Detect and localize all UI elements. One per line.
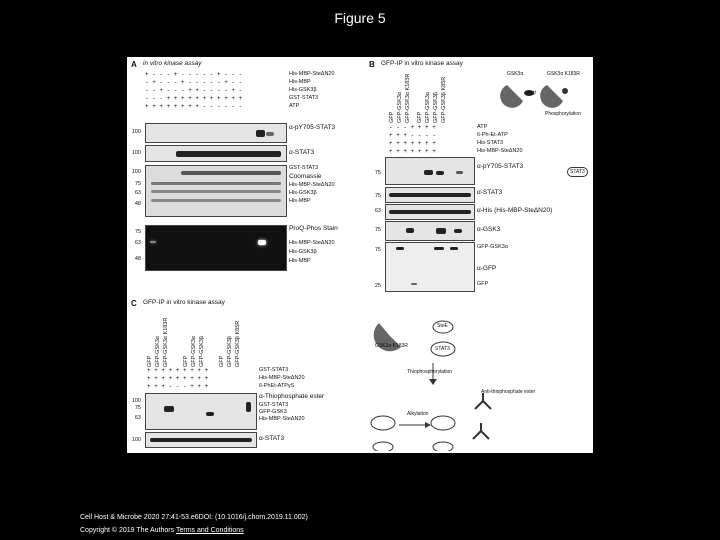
panel-b-row-signs: + + + + + + + bbox=[389, 148, 436, 155]
stee-shape bbox=[373, 442, 393, 451]
blot-label: α-Thiophosphate ester bbox=[259, 393, 325, 400]
panel-a-row-label: GST-STAT3 bbox=[289, 95, 319, 101]
figure-image bbox=[127, 57, 593, 453]
blot-band bbox=[150, 241, 156, 243]
blot-sublabel: His-MBP-SteΔN20 bbox=[259, 416, 305, 422]
lane-label: GFP-GSK3β K85R bbox=[235, 320, 241, 367]
blot-band bbox=[164, 406, 174, 412]
schema-ab: Anti-thiophosphate ester bbox=[481, 389, 536, 395]
panel-c-row-label: GST-STAT3 bbox=[259, 367, 289, 373]
lane-label: GFP-GSK3β bbox=[433, 92, 439, 123]
mw-marker: 63 bbox=[134, 415, 141, 421]
mw-marker: 75 bbox=[134, 229, 141, 235]
copyright-text: Copyright © 2019 The Authors bbox=[80, 527, 175, 534]
mw-marker: 75 bbox=[134, 181, 141, 187]
panel-b-row-label: His-MBP-SteΔN20 bbox=[477, 148, 523, 154]
schema-thio: Thiophosphorylation bbox=[407, 369, 453, 375]
copyright-line bbox=[80, 527, 244, 534]
blot-label: α-pY705-STAT3 bbox=[289, 124, 336, 131]
mw-marker: 100 bbox=[131, 129, 141, 135]
blot-sublabel: His-MBP bbox=[289, 198, 311, 204]
panel-c-row-signs: + + + + + + + + + bbox=[147, 367, 209, 374]
panel-b-row-signs: + + + - - - - bbox=[389, 132, 436, 139]
blot-py705 bbox=[145, 123, 287, 143]
blot-sublabel: His-MBP-SteΔN20 bbox=[289, 240, 335, 246]
panel-a-label: A bbox=[131, 60, 137, 69]
blot-band bbox=[456, 171, 463, 174]
blot-coomassie bbox=[145, 165, 287, 217]
panel-a-row-signs: + - - - + - - - - - + - - - bbox=[145, 71, 243, 78]
terms-link[interactable]: Terms and Conditions bbox=[175, 527, 244, 534]
panel-a-title: in vitro kinase assay bbox=[143, 60, 202, 67]
mw-marker: 48 bbox=[134, 201, 141, 207]
panel-c-title: GFP-IP in vitro kinase assay bbox=[143, 299, 225, 306]
schema-kinase1: GSK3α bbox=[507, 71, 524, 77]
blot-sublabel: GFP-GSK3 bbox=[259, 409, 287, 415]
panel-a-row-label: His-MBP-SteΔN20 bbox=[289, 71, 335, 77]
blot-band bbox=[206, 412, 214, 416]
stat3-shape bbox=[371, 416, 395, 430]
blot-band bbox=[151, 190, 281, 193]
blot-b-his bbox=[385, 204, 475, 220]
mw-marker: 48 bbox=[134, 256, 141, 262]
blot-band bbox=[406, 228, 414, 233]
blot-band bbox=[151, 182, 281, 185]
lane-label: GFP bbox=[183, 355, 189, 367]
blot-label: Coomassie bbox=[289, 173, 322, 180]
lane-label: GFP-GSK3α bbox=[397, 92, 403, 123]
thiophosphorylation-schematic bbox=[363, 313, 589, 451]
blot-band bbox=[246, 402, 251, 412]
blot-band bbox=[266, 132, 274, 136]
blot-band bbox=[256, 130, 265, 137]
blot-band bbox=[454, 229, 462, 233]
panel-a bbox=[127, 57, 367, 297]
panel-a-row-signs: + + + + + + + + - - - - - - bbox=[145, 103, 243, 110]
blot-extra-label: α-GFP bbox=[477, 265, 497, 272]
mw-marker: 75 bbox=[374, 247, 381, 253]
panel-c bbox=[127, 297, 593, 453]
blot-b-stat3 bbox=[385, 187, 475, 203]
lane-label: GFP-GSK3β bbox=[227, 336, 233, 367]
schema-kinase: GSK3α K183R bbox=[375, 343, 408, 349]
schema-stat: STAT3 bbox=[435, 346, 450, 352]
blot-band bbox=[181, 171, 281, 175]
blot-sublabel: GST-STAT3 bbox=[259, 402, 289, 408]
schema-kinase2: GSK3α K183R bbox=[547, 71, 580, 77]
blot-label: α-pY705-STAT3 bbox=[477, 163, 524, 170]
mw-marker: 75 bbox=[374, 193, 381, 199]
mw-marker: 63 bbox=[374, 208, 381, 214]
blot-band bbox=[389, 210, 471, 214]
mw-marker: 100 bbox=[131, 437, 141, 443]
blot-band bbox=[389, 193, 471, 197]
lane-label: GFP-GSK3α bbox=[155, 336, 161, 367]
lane-label: GFP-GSK3β K85R bbox=[441, 76, 447, 123]
stee-shape bbox=[433, 442, 453, 451]
blot-band bbox=[176, 151, 281, 157]
mw-marker: 75 bbox=[374, 170, 381, 176]
panel-a-row-label: His-GSK3β bbox=[289, 87, 317, 93]
panel-c-row-signs: + + + + + + + + + bbox=[147, 375, 209, 382]
arrow-head bbox=[429, 379, 437, 385]
mw-marker: 63 bbox=[134, 240, 141, 246]
panel-b-row-label: ATP bbox=[477, 124, 488, 130]
mw-marker: 63 bbox=[134, 190, 141, 196]
mw-marker: 75 bbox=[374, 227, 381, 233]
blot-label: α-STAT3 bbox=[477, 189, 503, 196]
phosphate-shape bbox=[562, 88, 568, 94]
lane-label: GFP-GSK3α K183R bbox=[163, 317, 169, 367]
blot-b-gfp bbox=[385, 242, 475, 292]
blot-sublabel: His-GSK3β bbox=[289, 249, 317, 255]
mw-marker: 100 bbox=[131, 150, 141, 156]
blot-proq bbox=[145, 225, 287, 271]
stat3-shape bbox=[431, 416, 455, 430]
blot-c-stat3 bbox=[145, 432, 257, 448]
blot-label: ProQ-Phos Stain bbox=[289, 225, 338, 232]
panel-b-label: B bbox=[369, 60, 375, 69]
blot-band bbox=[436, 171, 444, 175]
lane-label: GFP-GSK3β bbox=[199, 336, 205, 367]
blot-stat3 bbox=[145, 145, 287, 162]
lane-label: GFP bbox=[389, 111, 395, 123]
kinase-shape-1 bbox=[500, 85, 523, 108]
mw-marker: 25 bbox=[374, 283, 381, 289]
blot-label: α-STAT3 bbox=[259, 435, 285, 442]
schema-stat: STAT3 bbox=[567, 167, 588, 177]
panel-b bbox=[367, 57, 593, 297]
blot-sublabel: GST-STAT3 bbox=[289, 165, 319, 171]
antibody-shape bbox=[473, 423, 489, 439]
mw-marker: 100 bbox=[131, 169, 141, 175]
blot-band bbox=[411, 283, 417, 285]
blot-sublabel: His-MBP-SteΔN20 bbox=[289, 182, 335, 188]
schema-substrate: SteE bbox=[437, 323, 448, 329]
panel-b-title: GFP-IP in vitro kinase assay bbox=[381, 60, 463, 67]
panel-b-row-signs: + + + + + + + bbox=[389, 140, 436, 147]
lane-label: GFP-GSK3α K183R bbox=[405, 73, 411, 123]
lane-label: GFP bbox=[219, 355, 225, 367]
schema-phos: Phosphorylation bbox=[545, 111, 581, 117]
blot-b-gsk3 bbox=[385, 221, 475, 241]
panel-c-label: C bbox=[131, 299, 137, 308]
blot-band bbox=[150, 438, 252, 442]
blot-band bbox=[450, 247, 458, 250]
panel-a-row-label: His-MBP bbox=[289, 79, 311, 85]
blot-band bbox=[151, 199, 281, 202]
schema-alk: Alkylation bbox=[407, 411, 429, 417]
panel-a-row-signs: - - + - - - + + - - - - + - bbox=[145, 87, 243, 94]
blot-label: α-STAT3 bbox=[289, 149, 315, 156]
blot-band bbox=[424, 170, 433, 175]
panel-c-row-signs: + + + - - - + + + bbox=[147, 383, 209, 390]
blot-sublabel: His-GSK3β bbox=[289, 190, 317, 196]
blot-b-py705 bbox=[385, 157, 475, 185]
antibody-shape bbox=[475, 393, 491, 409]
lane-label: GFP-GSK3α bbox=[191, 336, 197, 367]
arrow-head bbox=[425, 422, 431, 428]
blot-band bbox=[258, 240, 266, 245]
blot-band bbox=[434, 247, 444, 250]
mw-marker: 75 bbox=[134, 405, 141, 411]
panel-b-row-label: His-STAT3 bbox=[477, 140, 504, 146]
page-title: Figure 5 bbox=[334, 10, 386, 26]
citation-text: Cell Host & Microbe 2020 27:41-53.e6DOI: (10.1016/j.chom.2019.11.002) bbox=[80, 514, 308, 521]
panel-a-row-label: ATP bbox=[289, 103, 300, 109]
blot-band bbox=[436, 228, 446, 234]
panel-c-row-label: His-MBP-SteΔN20 bbox=[259, 375, 305, 381]
panel-a-row-signs: - - - + + + + + + + + + + + bbox=[145, 95, 243, 102]
blot-sublabel: His-MBP bbox=[289, 258, 311, 264]
panel-a-row-signs: - + - - - + - - - - - + - - bbox=[145, 79, 243, 86]
schema-atp: ATP bbox=[527, 91, 537, 97]
panel-c-row-label: 6-PhEt-ATPγS bbox=[259, 383, 295, 389]
blot-c-thio bbox=[145, 393, 257, 430]
lane-label: GFP bbox=[417, 111, 423, 123]
blot-band bbox=[396, 247, 404, 250]
mw-marker: 100 bbox=[131, 398, 141, 404]
kinase-shape-2 bbox=[540, 85, 563, 108]
panel-b-row-label: 6-Ph-Et-ATP bbox=[477, 132, 508, 138]
panel-b-row-signs: - - - + + + + bbox=[389, 124, 436, 131]
blot-label: GFP-GSK3α bbox=[477, 244, 508, 250]
blot-label: GFP bbox=[477, 281, 489, 287]
blot-label: α-His (His-MBP-SteΔN20) bbox=[477, 207, 553, 214]
blot-label: α-GSK3 bbox=[477, 226, 501, 233]
lane-label: GFP bbox=[147, 355, 153, 367]
lane-label: GFP-GSK3α bbox=[425, 92, 431, 123]
